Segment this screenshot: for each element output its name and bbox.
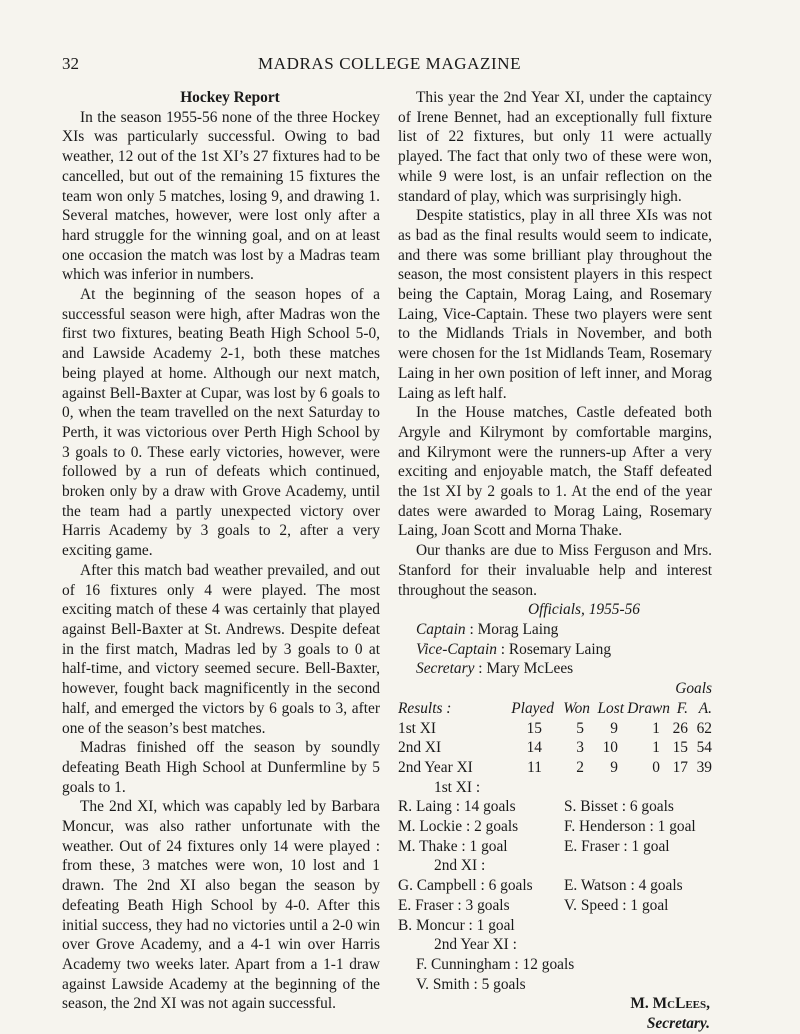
signature-role: Secretary.	[646, 1015, 710, 1033]
scorer-row	[398, 896, 712, 916]
results-header-row	[398, 699, 712, 719]
scorer: G. Campbell : 6 goals	[398, 877, 533, 895]
lost-cell: 10	[602, 739, 618, 757]
played-cell: 11	[527, 758, 542, 776]
team-cell: 2nd Year XI	[398, 758, 473, 776]
report-heading: Hockey Report	[180, 89, 280, 106]
table-row	[398, 758, 712, 778]
captain-line: Captain : Morag Laing	[416, 620, 559, 638]
for-cell: 15	[672, 739, 688, 757]
drawn-header: Drawn	[627, 699, 670, 717]
scorer: F. Cunningham : 12 goals	[416, 955, 575, 973]
scorer: V. Speed : 1 goal	[564, 896, 669, 914]
paragraph: In the season 1955-56 none of the three Hockey XIs was particularly successful. Owing to bad weather, 12 out of the 1st XI’s 27 fixtures had to be cancelled, but out of the remaining 15 fixtures the team won only 5 matches, losing 9, and drawing 1. Several matches, however, were lost only after a hard struggle for the winning goal, and on at least one occasion the match was lost by a Madras team which was inferior in numbers.	[62, 108, 380, 284]
won-cell: 2	[576, 758, 584, 776]
against-cell: 54	[696, 739, 712, 757]
team-cell: 1st XI	[398, 719, 437, 737]
vice-captain-line: Vice-Captain : Rosemary Laing	[416, 640, 612, 658]
page-number: 32	[62, 54, 79, 73]
signature-name: M. McLees,	[630, 995, 710, 1013]
lost-cell: 9	[610, 758, 618, 776]
lost-header: Lost	[597, 699, 624, 717]
year-xi-scorers-label: 2nd Year XI :	[434, 936, 517, 954]
scorer: B. Moncur : 1 goal	[398, 916, 515, 934]
won-header: Won	[563, 699, 590, 717]
scorer: F. Henderson : 1 goal	[564, 818, 696, 836]
scorer-row	[398, 837, 712, 857]
scorer: M. Thake : 1 goal	[398, 837, 508, 855]
drawn-cell: 0	[652, 758, 660, 776]
paragraph: Despite statistics, play in all three XIs was not as bad as the final results would seem to indicate, and there was some brilliant play throughout the season, the most consistent players in this respect being the Captain, Morag Laing, and Rosemary Laing, Vice-Captain. These two players were sent to the Midlands Trials in November, and both were chosen for the 1st Midlands Team, Rosemary Laing in her own position of left inner, and Morag Laing as left half.	[398, 207, 712, 402]
captain-label: Captain	[416, 620, 466, 638]
vice-captain-name: Rosemary Laing	[508, 640, 612, 658]
secretary-line: Secretary : Mary McLees	[416, 660, 574, 678]
scorer-row	[398, 797, 712, 817]
secretary-name: Mary McLees	[486, 660, 574, 678]
results-header: Results :	[398, 699, 452, 717]
against-cell: 62	[696, 719, 712, 737]
won-cell: 3	[576, 739, 584, 757]
officials-heading: Officials, 1955-56	[527, 601, 640, 619]
paragraph: This year the 2nd Year XI, under the captaincy of Irene Bennet, had an exceptionally full fixture list of 22 fixtures, but only 11 were actually played. The fact that only two of these were won, while 9 were lost, is an unfair reflection on the standard of play, which was surprisingly high.	[398, 89, 712, 205]
played-cell: 15	[526, 719, 542, 737]
scorer: R. Laing : 14 goals	[398, 798, 516, 816]
drawn-cell: 1	[652, 719, 660, 737]
paragraph: The 2nd XI, which was capably led by Barbara Moncur, was also rather unfortunate with the weather. Out of 24 fixtures only 14 were played : from these, 3 matches were won, 10 lost and 1 drawn. The 2nd XI also began the season by defeating Beath High School by 4-0. After this initial success, they had no victories until a 2-0 win over Grove Academy, and a 4-1 win over Harris Academy two weeks later. Apart from a 1-1 draw against Lawside Academy at the beginning of the season, the 2nd XI was not again successful.	[62, 798, 380, 1013]
first-xi-scorers-label: 1st XI :	[434, 778, 481, 796]
paragraph: Our thanks are due to Miss Ferguson and Mrs. Stanford for their invaluable help and interest throughout the season.	[398, 542, 712, 599]
team-cell: 2nd XI	[398, 739, 442, 757]
right-column	[398, 88, 712, 1034]
second-xi-scorers-label: 2nd XI :	[434, 857, 486, 875]
played-cell: 14	[526, 739, 542, 757]
lost-cell: 9	[610, 719, 618, 737]
scorer: V. Smith : 5 goals	[416, 975, 526, 993]
for-header: F.	[676, 699, 688, 717]
for-cell: 17	[672, 758, 688, 776]
paragraph: In the House matches, Castle defeated both Argyle and Kilrymont by comfortable margins, and Kilrymont were the runners-up After a very exciting and enjoyable match, the Staff defeated the 1st XI by 2 goals to 1. At the end of the year dates were awarded to Morag Laing, Rosemary Laing, Joan Scott and Morna Thake.	[398, 404, 712, 540]
table-row	[398, 738, 712, 758]
scorer: E. Fraser : 1 goal	[564, 837, 670, 855]
scorer: S. Bisset : 6 goals	[564, 798, 674, 816]
scorer	[564, 916, 712, 936]
scorer: E. Fraser : 3 goals	[398, 896, 510, 914]
vice-captain-label: Vice-Captain	[416, 640, 497, 658]
goals-label: Goals	[675, 680, 712, 698]
left-column	[62, 88, 380, 1014]
against-cell: 39	[696, 758, 712, 776]
for-cell: 26	[672, 719, 688, 737]
running-head: MADRAS COLLEGE MAGAZINE	[258, 54, 522, 73]
drawn-cell: 1	[652, 739, 660, 757]
paragraph: After this match bad weather prevailed, and out of 16 fixtures only 4 were played. The most exciting match of these 4 was certainly that played against Bell-Baxter at St. Andrews. Despite defeat in the first match, Madras led by 3 goals to 0 at half-time, and victory seemed secure. Bell-Baxter, however, fought back magnificently in the second half, and emerged the victors by 6 goals to 3, after one of the season’s best matches.	[62, 561, 380, 737]
table-row	[398, 719, 712, 739]
scorer: E. Watson : 4 goals	[564, 877, 683, 895]
won-cell: 5	[576, 719, 584, 737]
results-table	[398, 699, 712, 778]
against-header: A.	[698, 699, 712, 717]
secretary-label: Secretary	[416, 660, 475, 678]
scorer-row	[398, 876, 712, 896]
scorer: M. Lockie : 2 goals	[398, 818, 519, 836]
scorer-row	[398, 916, 712, 936]
captain-name: Morag Laing	[477, 620, 559, 638]
played-header: Played	[511, 699, 554, 717]
paragraph: Madras finished off the season by soundly defeating Beath High School at Dunfermline by 5 goals to 1.	[62, 739, 380, 796]
scorer-row	[398, 817, 712, 837]
paragraph: At the beginning of the season hopes of a successful season were high, after Madras won the first two fixtures, beating Beath High School 5-0, and Lawside Academy 2-1, both these matches being played at home. Although our next match, against Bell-Baxter at Cupar, was lost by 6 goals to 0, when the team travelled on the next Saturday to Perth, it was victorious over Perth High School by 3 goals to 0. These early victories, however, were followed by a run of defeats which continued, broken only by a draw with Grove Academy, until the team had a partly unexpected victory over Harris Academy by 3 goals to 2, after a very exciting game.	[62, 286, 380, 560]
